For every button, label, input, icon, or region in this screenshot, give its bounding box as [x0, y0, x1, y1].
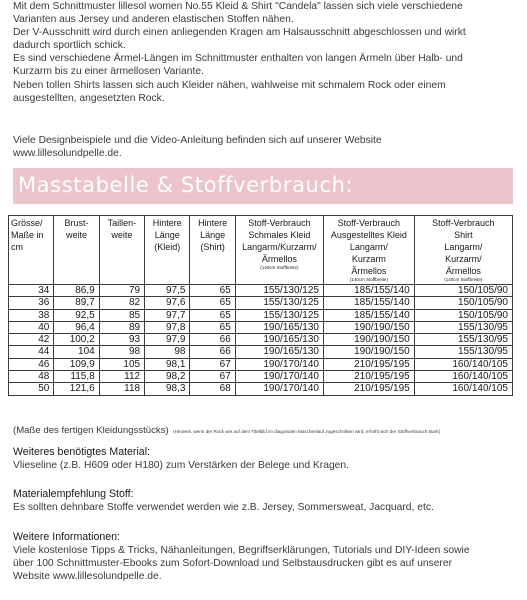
column-header — [145, 216, 190, 285]
info-text-line: Viele kostenlose Tipps & Tricks, Nähanleitungen, Begriffserklärungen, Tutorials und DIY-Ideen sowie — [13, 545, 470, 556]
column-header — [54, 216, 99, 285]
measure-note-main: (Maße des fertigen Kleidungsstücks) — [13, 425, 169, 436]
table-cell: 85 — [99, 309, 144, 321]
table-cell: 109,9 — [54, 358, 99, 370]
column-header-line: Hintere — [152, 218, 182, 228]
table-cell: 34 — [9, 285, 54, 297]
table-cell: 48 — [9, 371, 54, 383]
column-header — [323, 216, 414, 285]
column-header-line: Länge — [154, 230, 180, 240]
table-cell: 46 — [9, 358, 54, 370]
table-cell: 98 — [145, 346, 190, 358]
table-cell: 160/140/105 — [414, 383, 512, 395]
column-header-line: Stoff-Verbrauch — [248, 218, 311, 228]
column-header-line: Taillen- — [107, 218, 137, 228]
section-banner — [13, 168, 513, 204]
table-cell: 66 — [190, 334, 235, 346]
fabric-heading: Materialempfehlung Stoff: — [13, 488, 134, 500]
table-cell: 155/130/95 — [414, 346, 512, 358]
website-link[interactable]: www.lillesolundpelle.de. — [13, 148, 122, 160]
table-cell: 97,6 — [145, 297, 190, 309]
column-header-line: (Kleid) — [154, 242, 181, 252]
table-cell: 190/190/150 — [323, 334, 414, 346]
info-heading: Weitere Informationen: — [13, 531, 120, 543]
column-header-line: Ausgestelltes Kleid — [330, 230, 407, 240]
table-cell: 190/190/150 — [323, 321, 414, 333]
table-cell: 100,2 — [54, 334, 99, 346]
table-cell: 67 — [190, 371, 235, 383]
intro-line: Neben tollen Shirts lassen sich auch Kleider nähen, wahlweise mit schmalem Rock oder einem — [13, 79, 446, 91]
column-header-line: Brust- — [64, 218, 89, 228]
table-cell: 155/130/125 — [235, 285, 323, 297]
column-header-line: Ärmellos — [445, 266, 481, 276]
column-header-line: (Shirt) — [200, 242, 225, 252]
table-cell: 79 — [99, 285, 144, 297]
column-header-line: Länge — [200, 230, 226, 240]
table-cell: 155/130/125 — [235, 309, 323, 321]
material-text: Vlieseline (z.B. H609 oder H180) zum Verstärken der Belege und Kragen. — [13, 460, 349, 471]
table-cell: 190/165/130 — [235, 321, 323, 333]
column-header-line: cm — [11, 242, 23, 252]
table-cell: 155/130/95 — [414, 334, 512, 346]
column-header — [414, 216, 512, 285]
table-cell: 89,7 — [54, 297, 99, 309]
table-cell: 93 — [99, 334, 144, 346]
table-cell: 97,8 — [145, 321, 190, 333]
banner-title: Masstabelle & Stoffverbrauch: — [18, 173, 354, 197]
table-cell: 42 — [9, 334, 54, 346]
table-cell: 65 — [190, 321, 235, 333]
table-cell: 150/105/90 — [414, 285, 512, 297]
measure-note-small: (Hinweis: wenn der Rock wie auf dem Titelbild im diagonalen Maschenlauf zugeschnitten wird, erhöht sich der Stoffverbrauch stark) — [173, 429, 441, 434]
table-cell: 104 — [54, 346, 99, 358]
table-cell: 97,5 — [145, 285, 190, 297]
column-header — [9, 216, 54, 285]
table-cell: 98,3 — [145, 383, 190, 395]
intro-line: Kurzarm bis zu einer ärmellosen Variante. — [13, 66, 204, 78]
info-text-line: Website www.lillesolundpelle.de. — [13, 571, 162, 582]
table-cell: 150/105/90 — [414, 309, 512, 321]
column-header-line: Kurzarm — [351, 254, 386, 264]
table-cell: 50 — [9, 383, 54, 395]
column-header-line: Grösse/ — [11, 218, 43, 228]
table-cell: 190/170/140 — [235, 383, 323, 395]
table-cell: 44 — [9, 346, 54, 358]
column-header-line: weite — [66, 230, 88, 240]
table-cell: 98,2 — [145, 371, 190, 383]
table-row — [9, 371, 513, 383]
fabric-section — [13, 488, 518, 514]
table-row — [9, 321, 513, 333]
table-body — [9, 285, 513, 396]
table-cell: 65 — [190, 297, 235, 309]
table-cell: 36 — [9, 297, 54, 309]
material-section — [13, 446, 518, 472]
table-cell: 40 — [9, 321, 54, 333]
table-row — [9, 334, 513, 346]
column-header-note: (140cm Stoffbreite) — [349, 277, 388, 282]
column-header-note: (140cm Stoffbreite) — [260, 265, 299, 270]
table-cell: 86,9 — [54, 285, 99, 297]
size-table — [8, 215, 513, 396]
column-header — [235, 216, 323, 285]
table-cell: 118 — [99, 383, 144, 395]
column-header-line: Kurzarm/ — [445, 254, 482, 264]
table-cell: 185/155/140 — [323, 309, 414, 321]
table-cell: 97,7 — [145, 309, 190, 321]
column-header-line: weite — [111, 230, 133, 240]
table-cell: 155/130/125 — [235, 297, 323, 309]
column-header-line: Stoff-Verbrauch — [337, 218, 401, 228]
table-cell: 97,9 — [145, 334, 190, 346]
column-header-line: Shirt — [454, 230, 473, 240]
intro-line: Mit dem Schnittmuster lillesol women No.55 Kleid & Shirt "Candela" lassen sich viele verschiedene — [13, 1, 463, 12]
table-cell: 190/190/150 — [323, 346, 414, 358]
table-row — [9, 285, 513, 297]
column-header — [99, 216, 144, 285]
table-cell: 112 — [99, 371, 144, 383]
table-cell: 96,4 — [54, 321, 99, 333]
table-cell: 89 — [99, 321, 144, 333]
table-cell: 38 — [9, 309, 54, 321]
table-cell: 185/155/140 — [323, 297, 414, 309]
column-header-line: Stoff-Verbrauch — [432, 218, 495, 228]
measure-note — [13, 420, 523, 438]
website-note-line: Viele Designbeispiele und die Video-Anleitung befinden sich auf unserer Website — [13, 135, 382, 146]
table-cell: 190/170/140 — [235, 358, 323, 370]
table-cell: 190/165/130 — [235, 334, 323, 346]
intro-line: ausgestellten, angesetzten Rock. — [13, 92, 165, 104]
material-heading: Weiteres benötigtes Material: — [13, 446, 150, 458]
intro-line: Der V-Ausschnitt wird durch einen anliegenden Kragen am Halsausschnitt abgeschlossen und wirkt — [13, 27, 466, 39]
column-header-line: Ärmellos — [261, 254, 297, 264]
table-cell: 190/165/130 — [235, 346, 323, 358]
table-cell: 190/170/140 — [235, 371, 323, 383]
column-header — [190, 216, 235, 285]
table-cell: 92,5 — [54, 309, 99, 321]
table-cell: 210/195/195 — [323, 358, 414, 370]
column-header-line: Langarm/Kurzarm/ — [242, 242, 317, 252]
table-cell: 121,6 — [54, 383, 99, 395]
column-header-note: (140cm Stoffbreite) — [444, 277, 483, 282]
table-cell: 68 — [190, 383, 235, 395]
info-text-line: über 100 Schnittmuster-Ebooks zum Sofort-Download und Selbstausdrucken gibt es auf unserer — [13, 558, 453, 569]
column-header-line: Hintere — [198, 218, 228, 228]
intro-line: Varianten aus Jersey und anderen elastischen Stoffen nähen. — [13, 14, 294, 26]
table-cell: 155/130/95 — [414, 321, 512, 333]
table-cell: 210/195/195 — [323, 371, 414, 383]
table-row — [9, 346, 513, 358]
table-cell: 82 — [99, 297, 144, 309]
intro-text — [13, 0, 518, 105]
table-cell: 160/140/105 — [414, 371, 512, 383]
table-cell: 66 — [190, 346, 235, 358]
website-note — [13, 134, 518, 161]
table-cell: 105 — [99, 358, 144, 370]
column-header-line: Langarm/ — [349, 242, 388, 252]
table-cell: 98,1 — [145, 358, 190, 370]
fabric-text: Es sollten dehnbare Stoffe verwendet werden wie z.B. Jersey, Sommersweat, Jacquard, etc. — [13, 502, 434, 513]
table-cell: 98 — [99, 346, 144, 358]
table-header-row — [9, 216, 513, 285]
intro-line: Es sind verschiedene Ärmel-Längen im Schnittmuster enthalten von langen Ärmeln über Halb- und — [13, 53, 463, 65]
table-cell: 65 — [190, 285, 235, 297]
table-cell: 115,8 — [54, 371, 99, 383]
table-cell: 160/140/105 — [414, 358, 512, 370]
table-row — [9, 358, 513, 370]
column-header-line: Schmales Kleid — [248, 230, 311, 240]
column-header-line: Maße in — [11, 230, 44, 240]
table-cell: 150/105/90 — [414, 297, 512, 309]
table-cell: 210/195/195 — [323, 383, 414, 395]
table-row — [9, 383, 513, 395]
table-cell: 65 — [190, 309, 235, 321]
table-row — [9, 297, 513, 309]
info-section — [13, 531, 518, 583]
table-row — [9, 309, 513, 321]
intro-line: dadurch sportlich schick. — [13, 40, 126, 52]
column-header-line: Langarm/ — [444, 242, 483, 252]
table-cell: 185/155/140 — [323, 285, 414, 297]
table-cell: 67 — [190, 358, 235, 370]
column-header-line: Ärmellos — [351, 266, 387, 276]
